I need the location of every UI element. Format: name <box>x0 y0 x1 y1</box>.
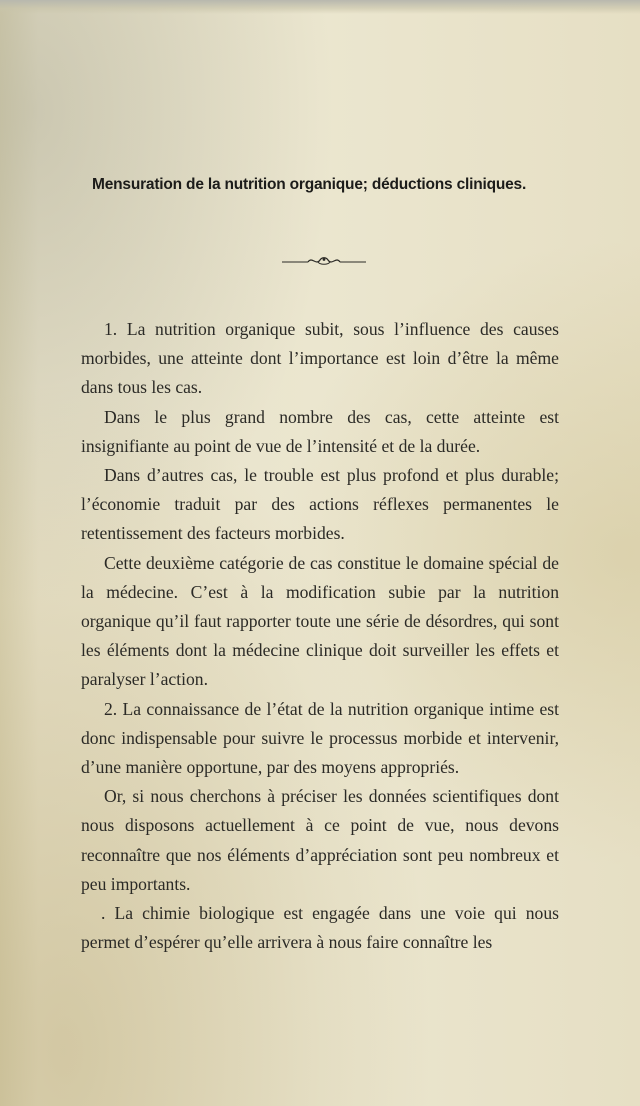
paragraph-4: Cette deuxième catégorie de cas constitue le domaine spécial de la médecine. C’est à la modification subie par la nutrition organique qu’il faut rapporter toute une série de désordres, qui sont les éléments dont la médecine clinique doit surveiller les effets et paralyser l’action. <box>81 552 559 690</box>
decorative-rule-ornament-icon <box>282 254 366 268</box>
section-heading: Mensuration de la nutrition organique; déductions cliniques. <box>92 176 527 193</box>
paragraph-1: 1. La nutrition organique subit, sous l’influence des causes morbides, une atteinte dont l’importance est loin d’être la même dans tous les cas. <box>81 319 559 398</box>
paragraph-3: Dans d’autres cas, le trouble est plus profond et plus durable; l’économie traduit par des actions réflexes permanentes le retentissement des facteurs morbides. <box>81 465 559 544</box>
paragraph-5: 2. La connaissance de l’état de la nutrition organique intime est donc indispensable pour suivre le processus morbide et intervenir, d’une manière opportune, par des moyens appropriés. <box>81 698 559 778</box>
body-text <box>81 315 559 957</box>
paragraph-2: Dans le plus grand nombre des cas, cette atteinte est insignifiante au point de vue de l’intensité et de la durée. <box>81 406 559 456</box>
page-top-edge <box>0 0 640 14</box>
paragraph-6: Or, si nous cherchons à préciser les données scientifiques dont nous disposons actuellement à ce point de vue, nous devons reconnaître que nos éléments d’appréciation sont peu nombreux et peu importants. <box>81 786 559 894</box>
paragraph-7: . La chimie biologique est engagée dans une voie qui nous permet d’espérer qu’elle arrivera à nous faire connaître les <box>81 903 559 953</box>
